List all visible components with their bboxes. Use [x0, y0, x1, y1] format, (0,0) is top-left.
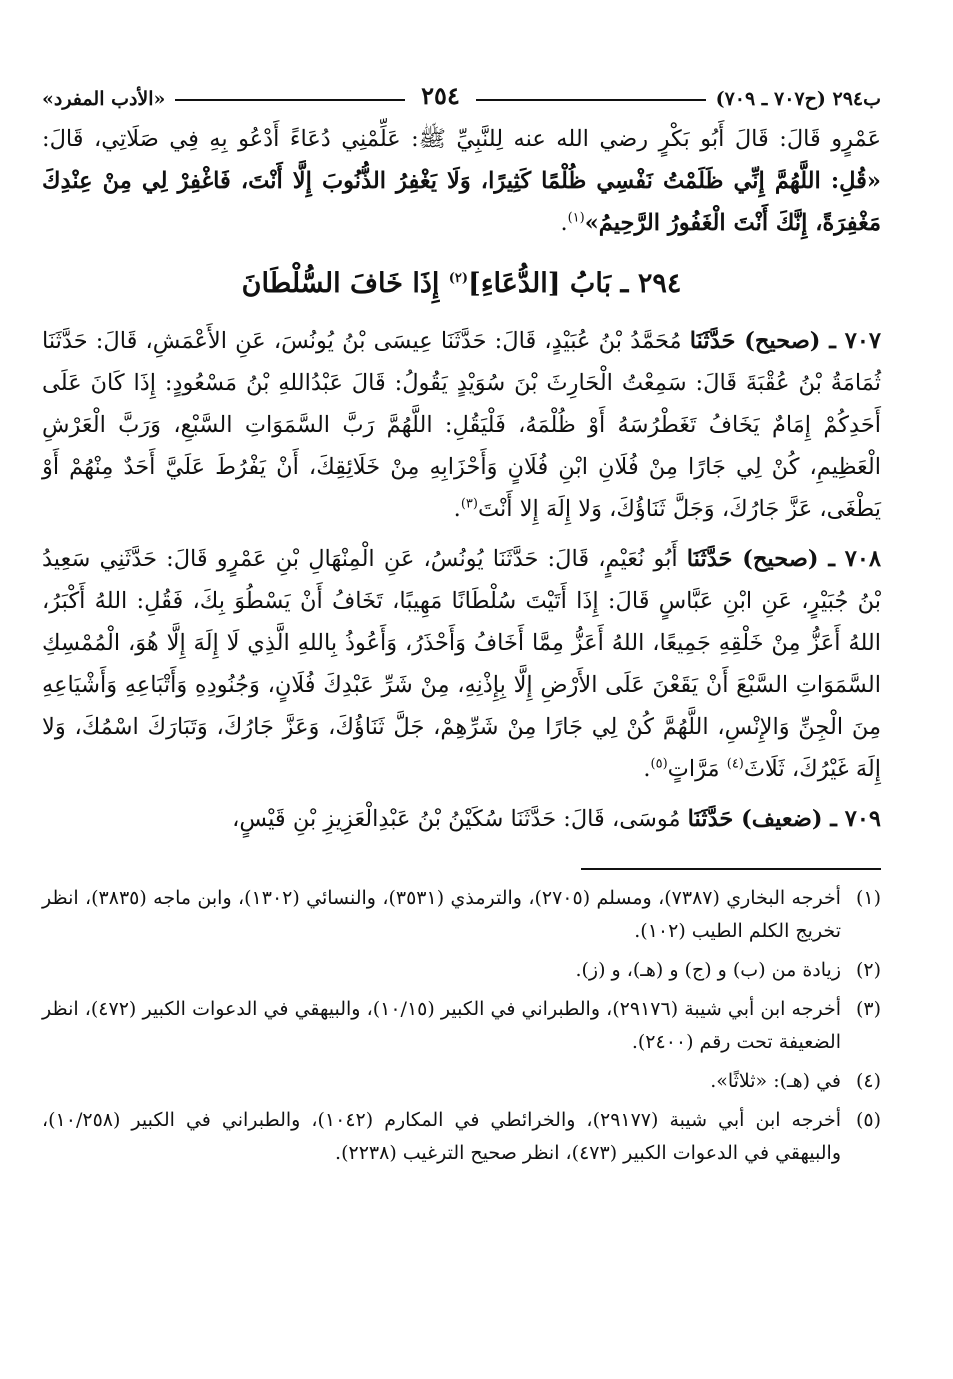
footnote-number: (٣): [855, 998, 881, 1020]
running-header: [42, 70, 881, 110]
chapter-title-end: إِذَا خَافَ السُّلْطَانَ: [241, 268, 449, 299]
hadith-707-haddathana: حَدَّثَنَا: [689, 328, 736, 354]
hadith-709-haddathana: حَدَّثَنَا: [687, 806, 734, 832]
header-section-ref: ب٢٩٤ (ح٧٠٧ ـ ٧٠٩): [715, 88, 881, 110]
hadith-707-text: مُحَمَّدُ بْنُ عُبَيْدٍ، قَالَ: حَدَّثَنَا عِيسَى بْنُ يُونُسَ، عَنِ الأَعْمَشِ، قَالَ: حَدَّثَنَا ثُمَامَةُ بْنُ عُقْبَةَ قَالَ: سَمِعْتُ الْحَارِثَ بْنَ سُوَيْدٍ يَقُولُ: قَالَ عَبْدُاللهِ بْنُ مَسْعُودٍ: إِذَا كَانَ عَلَى أَحَدِكُمْ إِمَامٌ يَخَافُ تَغَطْرُسَهُ أَوْ ظُلْمَهُ، فَلْيَقُلِ: اللَّهُمَّ رَبَّ السَّمَوَاتِ السَّبْعِ، وَرَبَّ الْعَرْشِ الْعَظِيمِ، كُنْ لِي جَارًا مِنْ فُلَانِ ابْنِ فُلَانٍ وَأَحْزَابِهِ مِنْ خَلَائِقِكَ، أَنْ يَفْرُطَ عَلَيَّ أَحَدٌ مِنْهُمْ أَوْ يَطْغَى، عَزَّ جَارُكَ، وَجَلَّ ثَنَاؤُكَ، وَلا إِلَهَ إِلا أَنْتَ: [42, 328, 881, 522]
hadith-709-text: مُوسَى، قَالَ: حَدَّثَنَا سُكَيْنُ بْنُ عَبْدِالْعَزِيزِ بْنِ قَيْسٍ،: [232, 806, 688, 832]
hadith-708-number: ٧٠٨ ـ (صحيح): [732, 546, 882, 572]
footnote-text: أخرجه البخاري (٧٣٨٧)، ومسلم (٢٧٠٥)، والترمذي (٣٥٣١)، والنسائي (١٣٠٢)، وابن ماجه (٣٨٣٥)، انظر تخريج الكلم الطيب (١٠٢).: [42, 887, 841, 942]
footnote-item: [42, 954, 881, 987]
footnote-item: [42, 1065, 881, 1098]
footnote-item: [42, 1104, 881, 1170]
footnote-text: زيادة من (ب) و (ج) و (هـ)، و (ز).: [575, 959, 841, 981]
chapter-title: ٢٩٤ ـ بَابُ [الدُّعَاءِ]: [468, 268, 682, 299]
opening-paragraph: [42, 118, 881, 244]
hadith-708-text2: مَرَّاتٍ: [667, 756, 727, 782]
hadith-709-number: ٧٠٩ ـ (ضعيف): [733, 806, 881, 832]
footnote-text: أخرجه ابن أبي شيبة (٢٩١٧٧)، والخرائطي في المكارم (١٠٤٢)، والطبراني في الكبير (١٠/٢٥٨)، والبيهقي في الدعوات الكبير (٤٧٣)، انظر صحيح الترغيب (٢٢٣٨).: [42, 1109, 841, 1164]
footnote-number: (٥): [855, 1109, 881, 1131]
hadith-709: [42, 798, 881, 840]
footnote-item: [42, 993, 881, 1059]
hadith-707-number: ٧٠٧ ـ (صحيح): [735, 328, 882, 354]
header-book-title: «الأدب المفرد»: [41, 88, 166, 110]
hadith-708-end: .: [643, 756, 651, 782]
footnotes: [42, 882, 881, 1170]
header-rule-left: [175, 99, 405, 101]
footnote-ref-3: (٣): [460, 496, 478, 512]
hadith-708-text: أَبُو نُعَيْمٍ، قَالَ: حَدَّثَنَا يُونُسُ، عَنِ الْمِنْهَالِ بْنِ عَمْرٍو قَالَ: حَدَّثَنِي سَعِيدُ بْنُ جُبَيْرٍ، عَنِ ابْنِ عَبَّاسٍ قَالَ: إِذَا أَتَيْتَ سُلْطَانًا مَهِيبًا، تَخَافُ أَنْ يَسْطُوَ بِكَ، فَقُلِ: اللهُ أَكْبَرُ، اللهُ أَعَزُّ مِنْ خَلْقِهِ جَمِيعًا، اللهُ أَعَزُّ مِمَّا أَخَافُ وَأَحْذَرُ، وَأَعُوذُ بِاللهِ الَّذِي لَا إِلَهَ إِلَّا هُوَ، الْمُمْسِكِ السَّمَوَاتِ السَّبْعَ أَنْ يَقَعْنَ عَلَى الأَرْضِ إِلَّا بِإِذْنِهِ، مِنْ شَرِّ عَبْدِكَ فُلَانٍ، وَجُنُودِهِ وَأَتْبَاعِهِ وَأَشْيَاعِهِ مِنَ الْجِنِّ وَالإِنْسِ، اللَّهُمَّ كُنْ لِي جَارًا مِنْ شَرِّهِمْ، جَلَّ ثَنَاؤُكَ، وَعَزَّ جَارُكَ، وَتَبَارَكَ اسْمُكَ، وَلا إِلَهَ غَيْرُكَ، ثَلَاثَ: [42, 546, 881, 782]
footnote-ref-5: (٥): [650, 756, 668, 772]
footnote-text: في (هـ): «ثلاثًا».: [710, 1070, 841, 1092]
chapter-heading: [42, 262, 881, 306]
hadith-708-haddathana: حَدَّثَنَا: [686, 546, 733, 572]
footnote-text: أخرجه ابن أبي شيبة (٢٩١٧٦)، والطبراني في الكبير (١٠/١٥)، والبيهقي في الدعوات الكبير (٤٧٢)، انظر الضعيفة تحت رقم (٢٤٠٠).: [42, 998, 841, 1053]
footnote-separator: [581, 868, 881, 870]
opening-end: .: [560, 210, 568, 236]
footnote-number: (٤): [855, 1070, 881, 1092]
footnote-item: [42, 882, 881, 948]
hadith-707-end: .: [453, 496, 461, 522]
footnote-ref-4: (٤): [726, 756, 744, 772]
footnote-ref-2: (٢): [448, 271, 469, 286]
opening-intro: عَمْرٍو قَالَ: قَالَ أَبُو بَكْرٍ رضي الله عنه لِلنَّبِيِّ ﷺ: عَلِّمْنِي دُعَاءً أَدْعُو بِهِ فِي صَلَاتِي، قَالَ:: [42, 126, 881, 152]
opening-dua: «قُلِ: اللَّهُمَّ إِنِّي ظَلَمْتُ نَفْسِي ظُلْمًا كَثِيرًا، وَلَا يَغْفِرُ الذُّنُوبَ إِلَّا أَنْتَ، فَاغْفِرْ لِي مِنْ عِنْدِكَ مَغْفِرَةً، إِنَّكَ أَنْتَ الْغَفُورُ الرَّحِيمُ»: [42, 168, 881, 236]
page-number: ٢٥٤: [421, 81, 460, 110]
hadith-707: [42, 320, 881, 530]
footnote-ref-1: (١): [567, 210, 585, 226]
header-rule-right: [476, 99, 706, 101]
hadith-708: [42, 538, 881, 790]
footnote-number: (١): [855, 887, 881, 909]
footnote-number: (٢): [855, 959, 881, 981]
main-text: [42, 118, 881, 840]
